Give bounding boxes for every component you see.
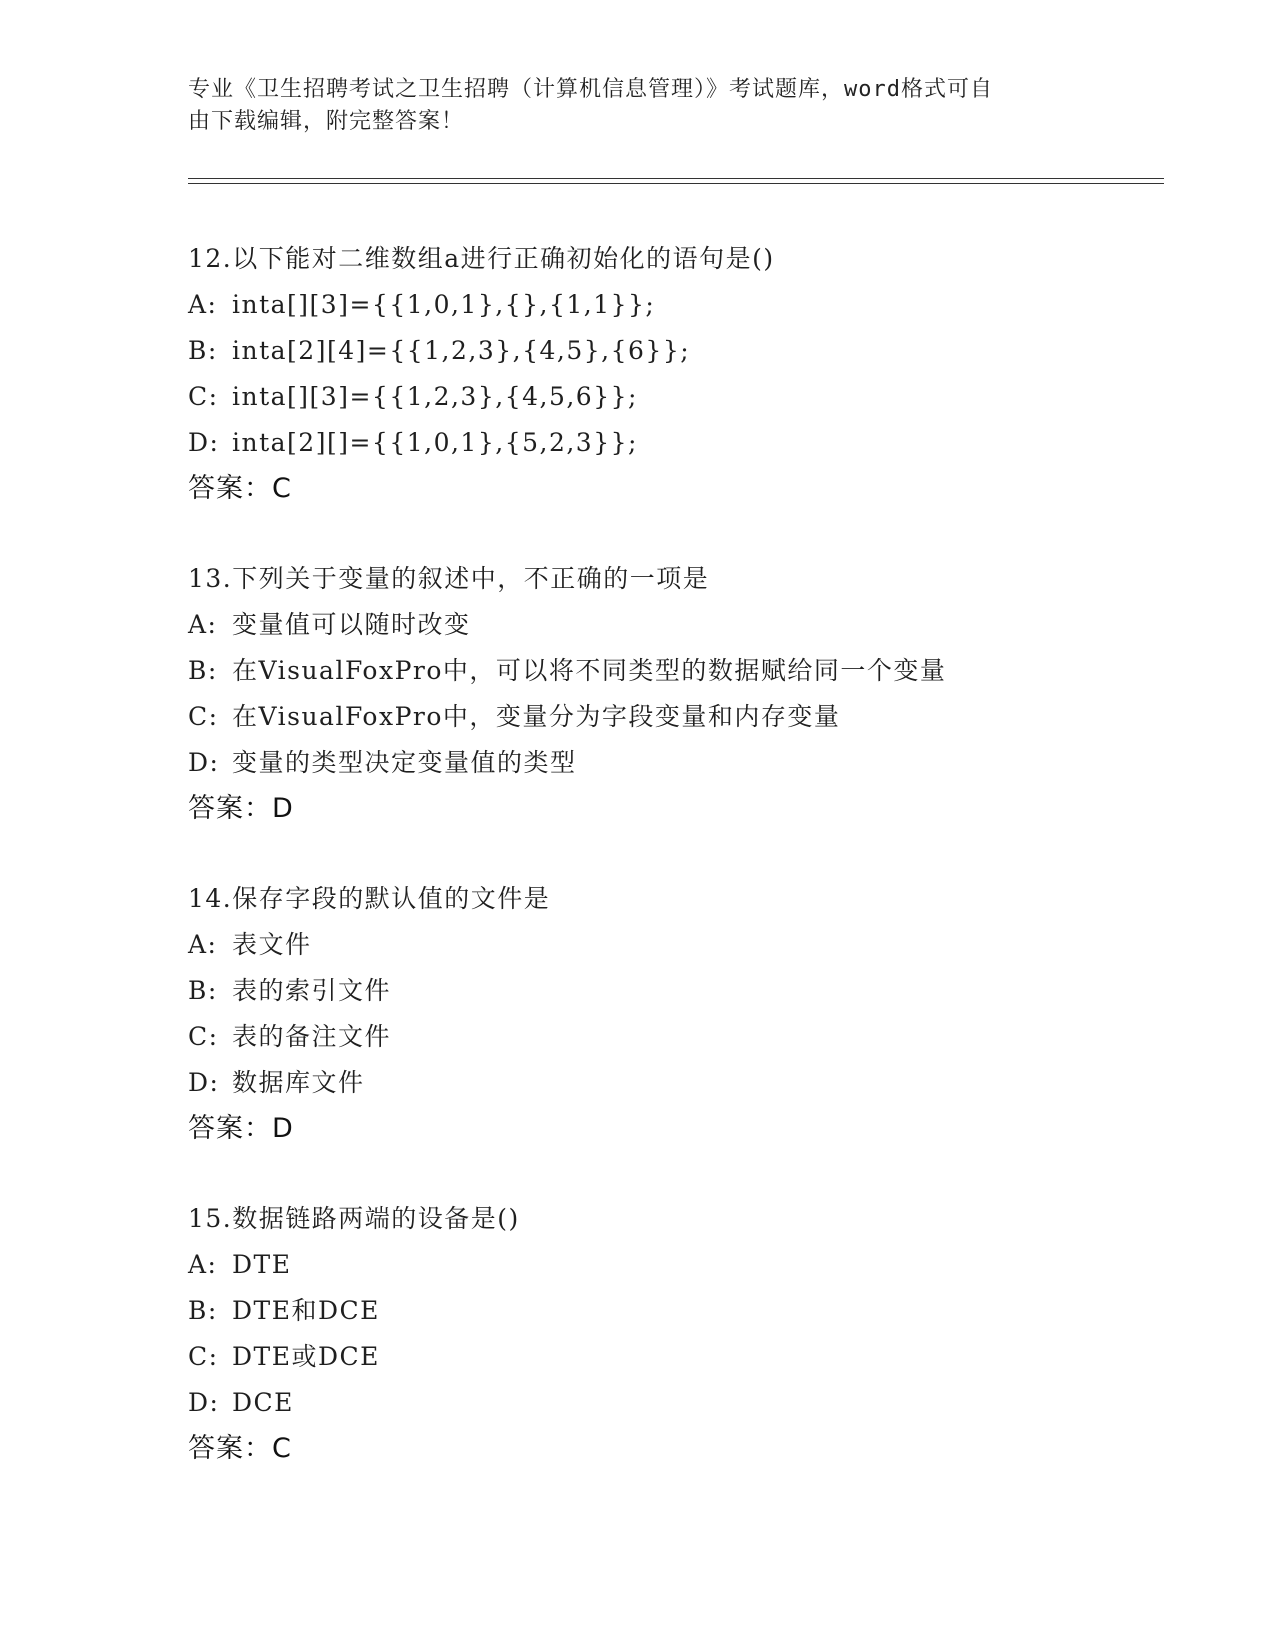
option-c [188, 694, 1188, 740]
option-d [188, 1060, 1188, 1106]
option-b [188, 648, 1188, 694]
option-text: DTE或DCE [232, 1342, 380, 1371]
option-label: A: [188, 290, 218, 319]
answer: 答案：D [188, 1113, 294, 1144]
option-text: 在VisualFoxPro中，可以将不同类型的数据赋给同一个变量 [232, 656, 947, 685]
question-13 [188, 556, 1188, 832]
header-divider-bottom [188, 183, 1164, 184]
answer: 答案：D [188, 793, 294, 824]
option-label: C: [188, 382, 219, 411]
question-15 [188, 1196, 1188, 1472]
option-a [188, 602, 1188, 648]
option-a [188, 922, 1188, 968]
option-label: B: [188, 976, 218, 1005]
option-label: B: [188, 336, 218, 365]
option-d [188, 420, 1188, 466]
option-label: B: [188, 1296, 218, 1325]
option-c [188, 374, 1188, 420]
header-line-2: 由下载编辑，附完整答案！ [188, 109, 465, 134]
option-b [188, 328, 1188, 374]
question-stem: 14.保存字段的默认值的文件是 [188, 884, 551, 913]
option-b [188, 1288, 1188, 1334]
question-14 [188, 876, 1188, 1152]
option-a [188, 1242, 1188, 1288]
option-text: 表文件 [232, 930, 312, 959]
option-c [188, 1014, 1188, 1060]
option-text: 表的备注文件 [232, 1022, 392, 1051]
option-text: 在VisualFoxPro中，变量分为字段变量和内存变量 [232, 702, 841, 731]
header-line-1: 专业《卫生招聘考试之卫生招聘（计算机信息管理）》考试题库，word格式可自 [188, 77, 993, 102]
option-text: 变量值可以随时改变 [232, 610, 471, 639]
option-label: C: [188, 702, 219, 731]
option-b [188, 968, 1188, 1014]
option-d [188, 1380, 1188, 1426]
option-a [188, 282, 1188, 328]
answer: 答案：C [188, 1433, 292, 1464]
answer: 答案：C [188, 473, 292, 504]
option-text: DCE [232, 1388, 294, 1417]
option-text: DTE和DCE [232, 1296, 380, 1325]
option-text: 变量的类型决定变量值的类型 [232, 748, 577, 777]
option-label: D: [188, 748, 220, 777]
option-label: D: [188, 428, 220, 457]
question-stem: 13.下列关于变量的叙述中，不正确的一项是 [188, 564, 710, 593]
question-stem: 12.以下能对二维数组a进行正确初始化的语句是() [188, 244, 775, 273]
option-d [188, 740, 1188, 786]
option-c [188, 1334, 1188, 1380]
option-label: A: [188, 610, 218, 639]
option-label: D: [188, 1388, 220, 1417]
option-label: B: [188, 656, 218, 685]
option-text: 数据库文件 [232, 1068, 365, 1097]
option-label: A: [188, 1250, 218, 1279]
option-text: inta[2][]={{1,0,1},{5,2,3}}; [232, 428, 638, 457]
option-text: DTE [232, 1250, 292, 1279]
option-text: 表的索引文件 [232, 976, 392, 1005]
option-text: inta[][3]={{1,0,1},{},{1,1}}; [232, 290, 656, 319]
option-text: inta[2][4]={{1,2,3},{4,5},{6}}; [232, 336, 691, 365]
question-stem: 15.数据链路两端的设备是() [188, 1204, 520, 1233]
option-label: C: [188, 1022, 219, 1051]
document-header [188, 74, 1088, 138]
option-label: A: [188, 930, 218, 959]
header-divider-top [188, 178, 1164, 179]
option-label: C: [188, 1342, 219, 1371]
question-12 [188, 236, 1188, 512]
option-label: D: [188, 1068, 220, 1097]
option-text: inta[][3]={{1,2,3},{4,5,6}}; [232, 382, 638, 411]
